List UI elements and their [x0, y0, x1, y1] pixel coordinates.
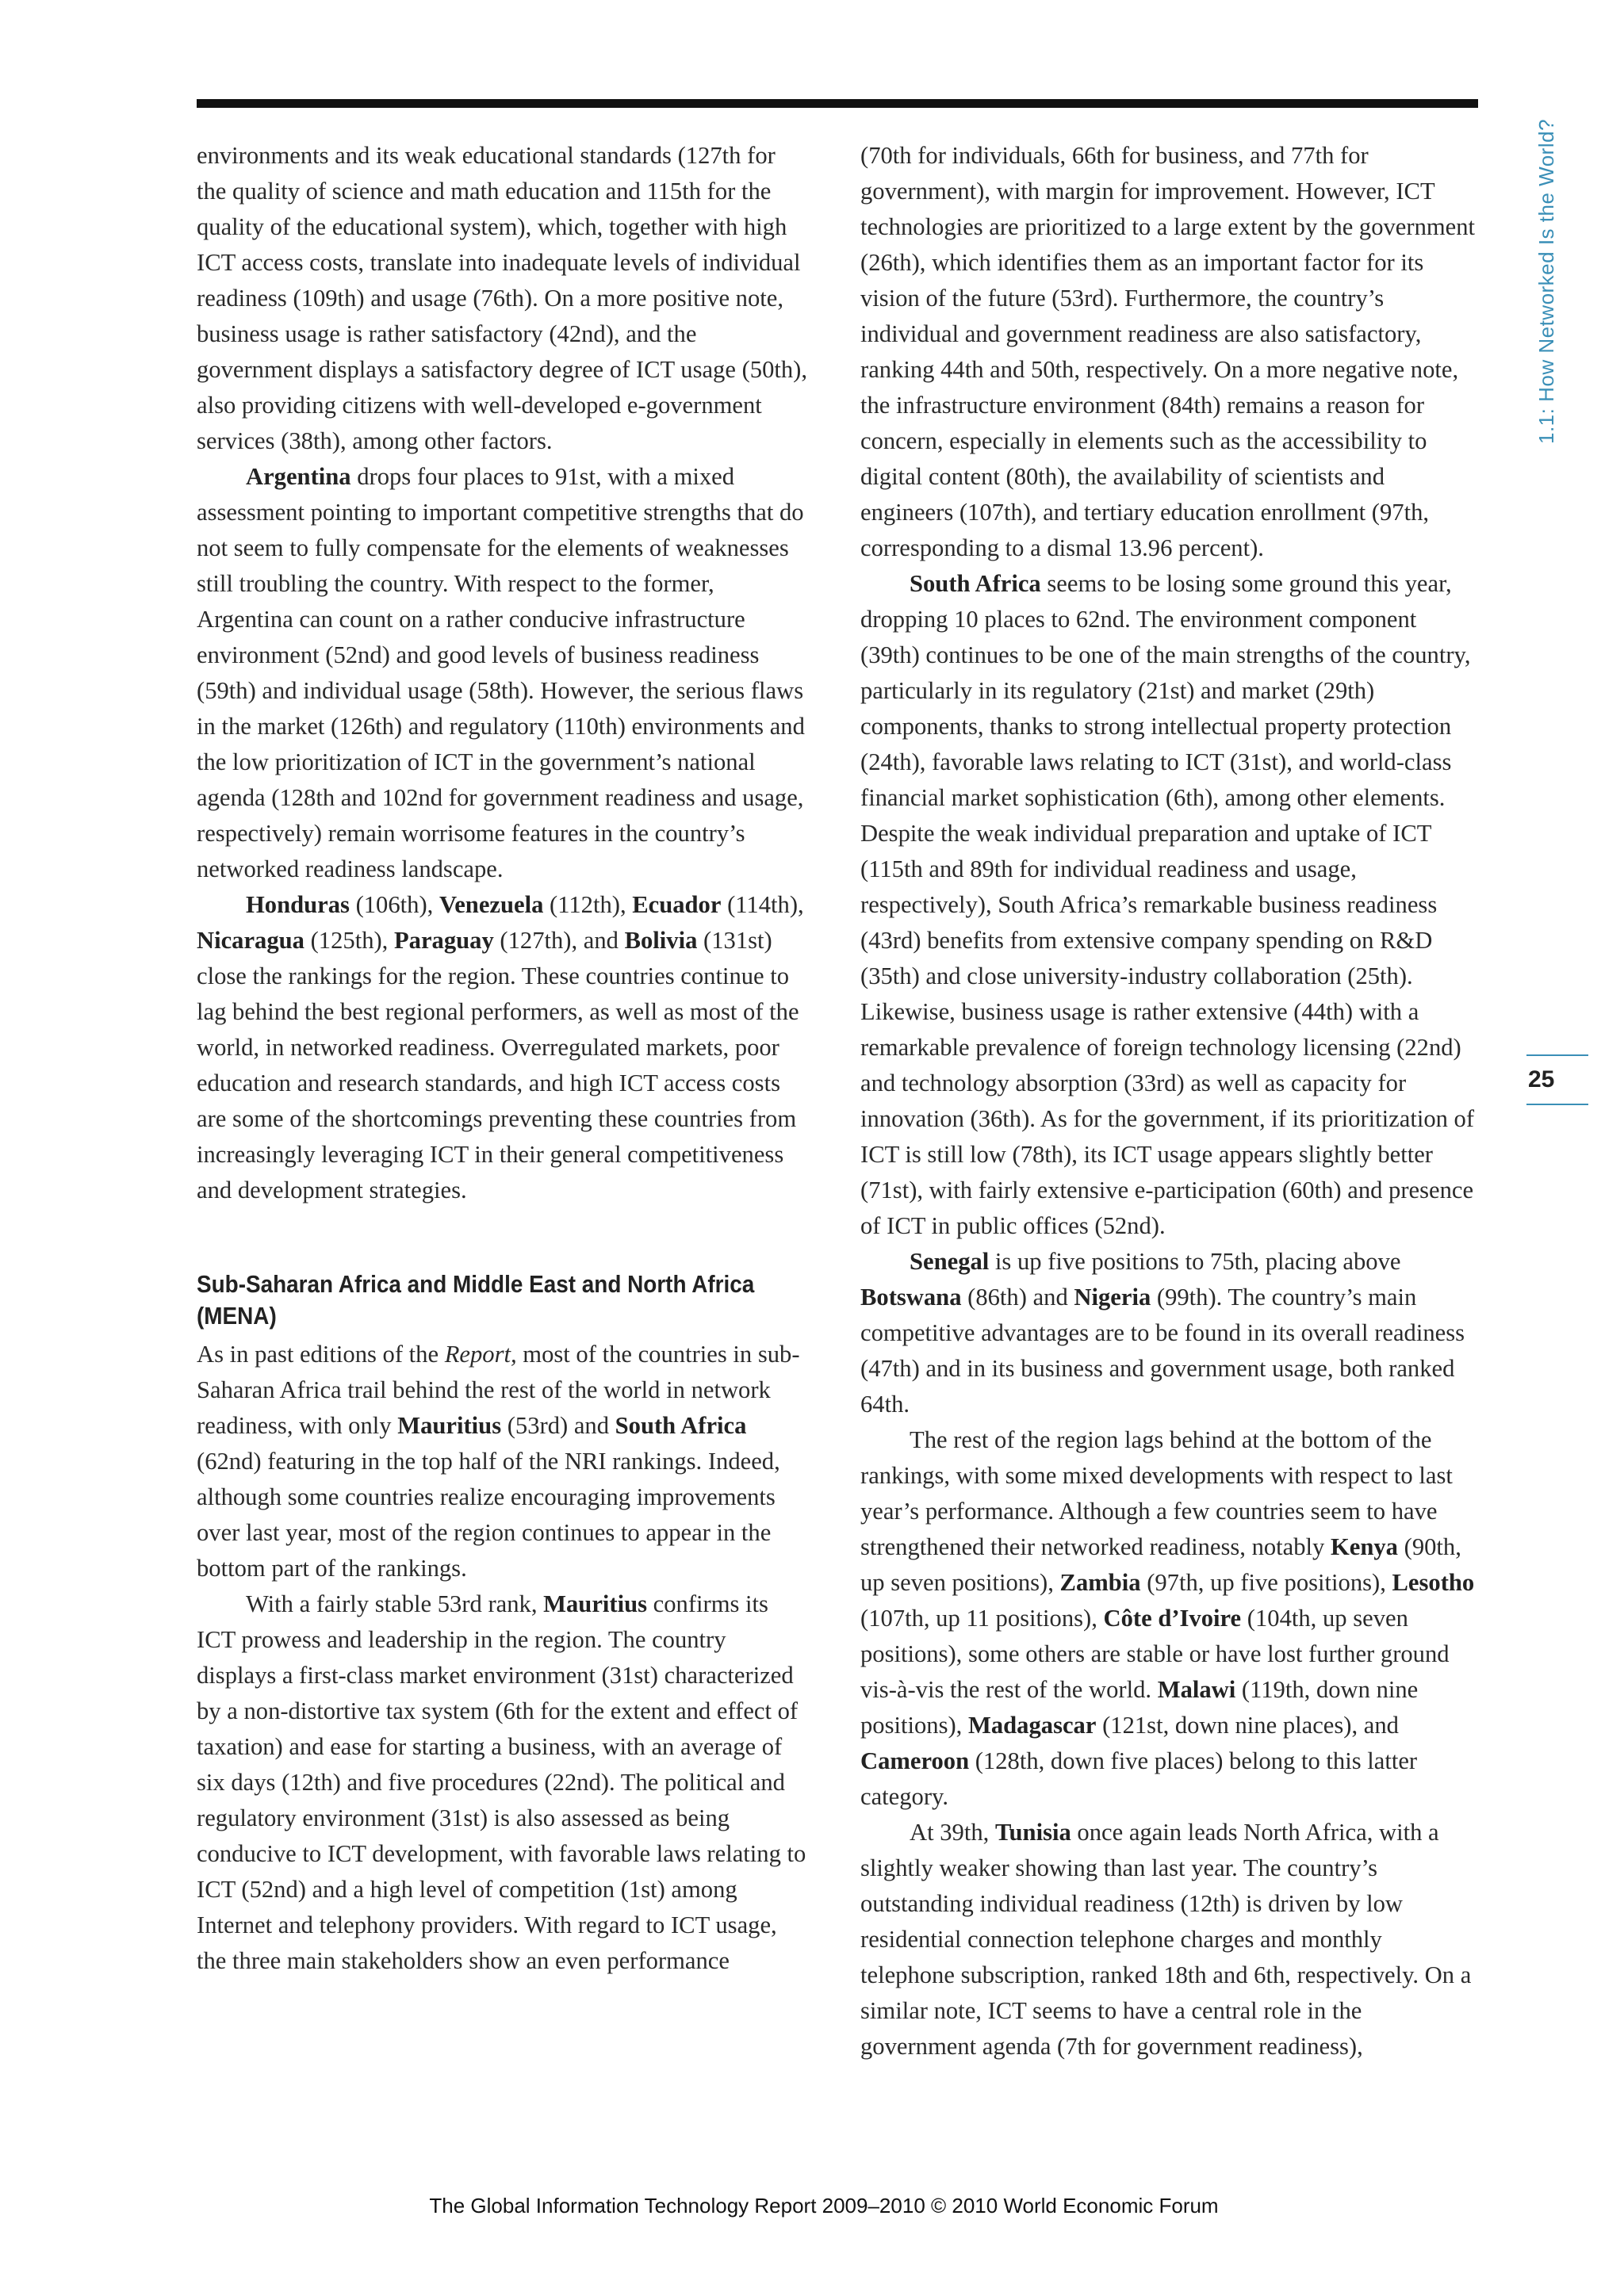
country-name: Mauritius	[397, 1412, 502, 1439]
country-name: Mauritius	[543, 1590, 647, 1617]
section-running-title: 1.1: How Networked Is the World?	[1534, 118, 1558, 444]
paragraph-south-africa: South Africa seems to be losing some ground this year, dropping 10 places to 62nd. The environment component (39th) continues to be one of the main strengths of the country, particularly in its regulatory (21st) and market (29th) components, thanks to strong intellectual property protection (24th), favorable laws relating to ICT (31st), and world-class financial market sophistication (6th), among other elements. Despite the weak individual preparation and uptake of ICT (115th and 89th for individual readiness and usage, respectively), South Africa’s remarkable business readiness (43rd) benefits from extensive company spending on R&D (35th) and close university-industry collaboration (25th). Likewise, business usage is rather extensive (44th) with a remarkable prevalence of foreign technology licensing (22nd) and technology absorption (33rd) as well as capacity for innovation (36th). As for the government, if its prioritization of ICT is still low (78th), its ICT usage appears slightly better (71st), with fairly extensive e-participation (60th) and presence of ICT in public offices (52nd).	[860, 570, 1475, 1239]
top-rule	[197, 99, 1478, 108]
country-name: South Africa	[910, 570, 1041, 597]
country-name: Venezuela	[439, 891, 544, 918]
paragraph-latin-america-bottom: Honduras (106th), Venezuela (112th), Ecuador (114th), Nicaragua (125th), Paraguay (127th), and Bolivia (131st) close the rankings for the region. These countries continue to lag behind the best regional performers, as well as most of the world, in networked readiness. Overregulated markets, poor education and research standards, and high ICT access costs are some of the shortcomings preventing these countries from increasingly leveraging ICT in their general competitiveness and development strategies.	[197, 891, 804, 1203]
country-name: Senegal	[910, 1248, 990, 1275]
country-name: Lesotho	[1392, 1569, 1475, 1596]
country-name: Paraguay	[393, 927, 494, 954]
page-footer: The Global Information Technology Report 2009–2010 © 2010 World Economic Forum	[429, 2194, 1219, 2218]
country-name: South Africa	[615, 1412, 747, 1439]
country-name: Nigeria	[1074, 1284, 1151, 1311]
country-name: Honduras	[246, 891, 350, 918]
left-column	[197, 138, 809, 1979]
section-gap	[197, 1208, 809, 1269]
page-number-rule-bottom	[1526, 1104, 1588, 1105]
country-name: Zambia	[1059, 1569, 1141, 1596]
report-title: Report,	[444, 1341, 517, 1368]
paragraph-senegal: Senegal is up five positions to 75th, placing above Botswana (86th) and Nigeria (99th). The country’s main competitive advantages are to be found in its overall readiness (47th) and in its business and government usage, both ranked 64th.	[860, 1248, 1465, 1418]
country-name: Madagascar	[967, 1712, 1097, 1739]
country-name: Botswana	[860, 1284, 962, 1311]
country-name: Argentina	[246, 463, 351, 490]
paragraph-rest-of-region: The rest of the region lags behind at the bottom of the rankings, with some mixed developments with respect to last year’s performance. Although a few countries seem to have strengthened their networked readiness, notably Kenya (90th, up seven positions), Zambia (97th, up five positions), Lesotho (107th, up 11 positions), Côte d’Ivoire (104th, up seven positions), some others are stable or have lost further ground vis-à-vis the rest of the world. Malawi (119th, down nine positions), Madagascar (121st, down nine places), and Cameroon (128th, down five places) belong to this latter category.	[860, 1426, 1475, 1810]
country-name: Bolivia	[624, 927, 698, 954]
country-name: Ecuador	[632, 891, 722, 918]
section-heading: Sub-Saharan Africa and Middle East and North Africa (MENA)	[197, 1270, 755, 1330]
country-name: Côte d’Ivoire	[1103, 1605, 1242, 1632]
paragraph-argentina: Argentina drops four places to 91st, with a mixed assessment pointing to important competitive strengths that do not seem to fully compensate for the elements of weaknesses still troubling the country. With respect to the former, Argentina can count on a rather conducive infrastructure environment (52nd) and good levels of business readiness (59th) and individual usage (58th). However, the serious flaws in the market (126th) and regulatory (110th) environments and the low prioritization of ICT in the government’s national agenda (128th and 102nd for government readiness and usage, respectively) remain worrisome features in the country’s networked readiness landscape.	[197, 463, 805, 882]
paragraph-mauritius: With a fairly stable 53rd rank, Mauritius confirms its ICT prowess and leadership in the region. The country displays a first-class market environment (31st) characterized by a non-distortive tax system (6th for the extent and effect of taxation) and ease for starting a business, with an average of six days (12th) and five procedures (22nd). The political and regulatory environment (31st) is also assessed as being conducive to ICT development, with favorable laws relating to ICT (52nd) and a high level of competition (1st) among Internet and telephony providers. With regard to ICT usage, the three main stakeholders show an even performance	[197, 1590, 806, 1974]
paragraph: (70th for individuals, 66th for business, and 77th for government), with margin for improvement. However, ICT technologies are prioritized to a large extent by the government (26th), which identifies them as an important factor for its vision of the future (53rd). Furthermore, the country’s individual and government readiness are also satisfactory, ranking 44th and 50th, respectively. On a more negative note, the infrastructure environment (84th) remains a reason for concern, especially in elements such as the accessibility to digital content (80th), the availability of scientists and engineers (107th), and tertiary education enrollment (97th, corresponding to a dismal 13.96 percent).	[860, 142, 1476, 561]
page-number: 25	[1528, 1066, 1555, 1093]
country-name: Cameroon	[860, 1747, 970, 1774]
page-number-rule-top	[1526, 1054, 1588, 1056]
paragraph: environments and its weak educational standards (127th for the quality of science and math education and 115th for the quality of the educational system), which, together with high ICT access costs, translate into inadequate levels of individual readiness (109th) and usage (76th). On a more positive note, business usage is rather satisfactory (42nd), and the government displays a satisfactory degree of ICT usage (50th), also providing citizens with well-developed e-government services (38th), among other factors.	[197, 142, 807, 454]
paragraph-intro: As in past editions of the Report, most of the countries in sub-Saharan Africa trail behind the rest of the world in network readiness, with only Mauritius (53rd) and South Africa (62nd) featuring in the top half of the NRI rankings. Indeed, although some countries realize encouraging improvements over last year, most of the region continues to appear in the bottom part of the rankings.	[197, 1341, 800, 1582]
country-name: Tunisia	[994, 1819, 1071, 1846]
right-column	[860, 138, 1479, 2064]
paragraph-tunisia: At 39th, Tunisia once again leads North Africa, with a slightly weaker showing than last year. The country’s outstanding individual readiness (12th) is driven by low residential connection telephone charges and monthly telephone subscription, ranked 18th and 6th, respectively. On a similar note, ICT seems to have a central role in the government agenda (7th for government readiness),	[860, 1819, 1472, 2060]
country-name: Malawi	[1157, 1676, 1236, 1703]
country-name: Kenya	[1331, 1533, 1398, 1560]
country-name: Nicaragua	[197, 927, 304, 954]
